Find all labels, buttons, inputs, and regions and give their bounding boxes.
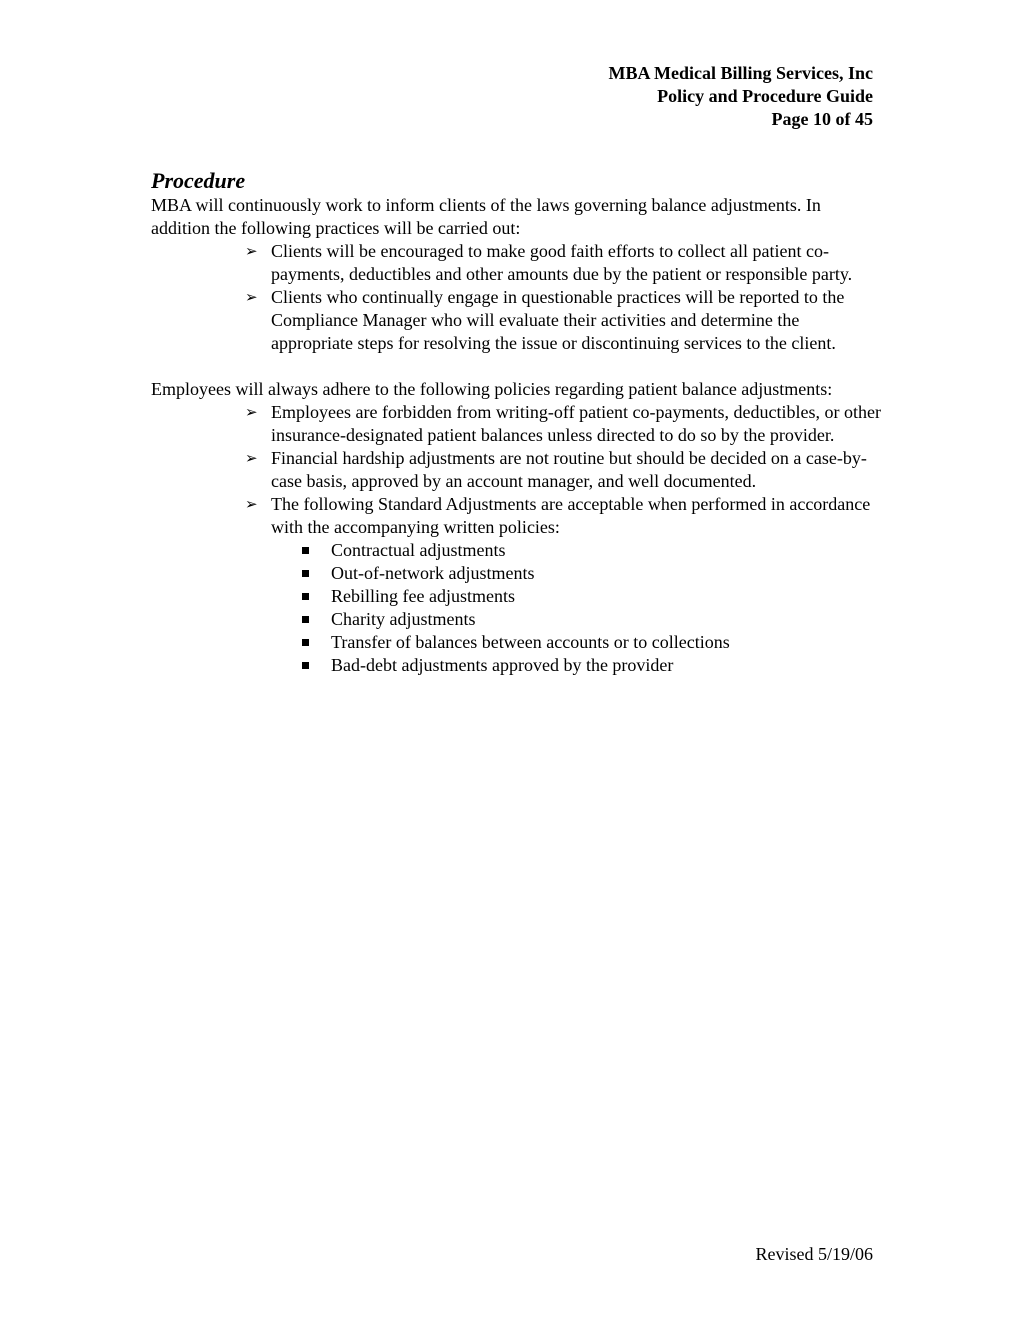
square-bullet-icon xyxy=(302,662,309,669)
list-item: Rebilling fee adjustments xyxy=(331,585,881,608)
standard-adjustments-list xyxy=(271,539,881,677)
arrow-bullet-icon: ➢ xyxy=(245,449,258,467)
arrow-bullet-icon: ➢ xyxy=(245,495,258,513)
list-item: ➢ Financial hardship adjustments are not routine but should be decided on a case-by-case basis, approved by an account manager, and well documented. xyxy=(245,448,867,491)
list-item: Charity adjustments xyxy=(331,608,881,631)
list-item: Transfer of balances between accounts or to collections xyxy=(331,631,881,654)
procedure-intro: MBA will continuously work to inform clients of the laws governing balance adjustments. In addition the following practices will be carried out: xyxy=(151,195,821,238)
guide-title: Policy and Procedure Guide xyxy=(657,86,873,106)
list-item: ➢ The following Standard Adjustments are acceptable when performed in accordance with the accompanying written policies: Contractual adjustments Out-of-network adjustments Rebilling fee adjustments Charity adjustments Transfer of balances between accounts or to collections Bad-debt adjustments approved by the provider xyxy=(271,493,881,677)
square-bullet-icon xyxy=(302,570,309,577)
practices-list xyxy=(151,240,881,355)
arrow-bullet-icon: ➢ xyxy=(245,403,258,421)
list-item: Bad-debt adjustments approved by the provider xyxy=(331,654,881,677)
list-item: ➢ Clients who continually engage in questionable practices will be reported to the Compliance Manager who will evaluate their activities and determine the appropriate steps for resolving the issue or discontinuing services to the client. xyxy=(245,287,845,353)
list-item: Contractual adjustments xyxy=(331,539,881,562)
company-name: MBA Medical Billing Services, Inc xyxy=(608,63,873,83)
arrow-bullet-icon: ➢ xyxy=(245,242,258,260)
section-title: Procedure xyxy=(151,168,246,193)
square-bullet-icon xyxy=(302,593,309,600)
square-bullet-icon xyxy=(302,639,309,646)
policies-list xyxy=(151,401,881,677)
square-bullet-icon xyxy=(302,616,309,623)
arrow-bullet-icon: ➢ xyxy=(245,288,258,306)
page-header xyxy=(609,62,873,131)
list-item: ➢ Employees are forbidden from writing-off patient co-payments, deductibles, or other insurance-designated patient balances unless directed to do so by the provider. xyxy=(245,402,881,445)
revised-date: Revised 5/19/06 xyxy=(755,1244,873,1264)
page-number: Page 10 of 45 xyxy=(771,109,873,129)
list-item: ➢ Clients will be encouraged to make good faith efforts to collect all patient co-payments, deductibles and other amounts due by the patient or responsible party. xyxy=(245,241,853,284)
list-item: Out-of-network adjustments xyxy=(331,562,881,585)
square-bullet-icon xyxy=(302,547,309,554)
employees-intro: Employees will always adhere to the following policies regarding patient balance adjustments: xyxy=(151,379,833,399)
page-content xyxy=(151,168,881,677)
